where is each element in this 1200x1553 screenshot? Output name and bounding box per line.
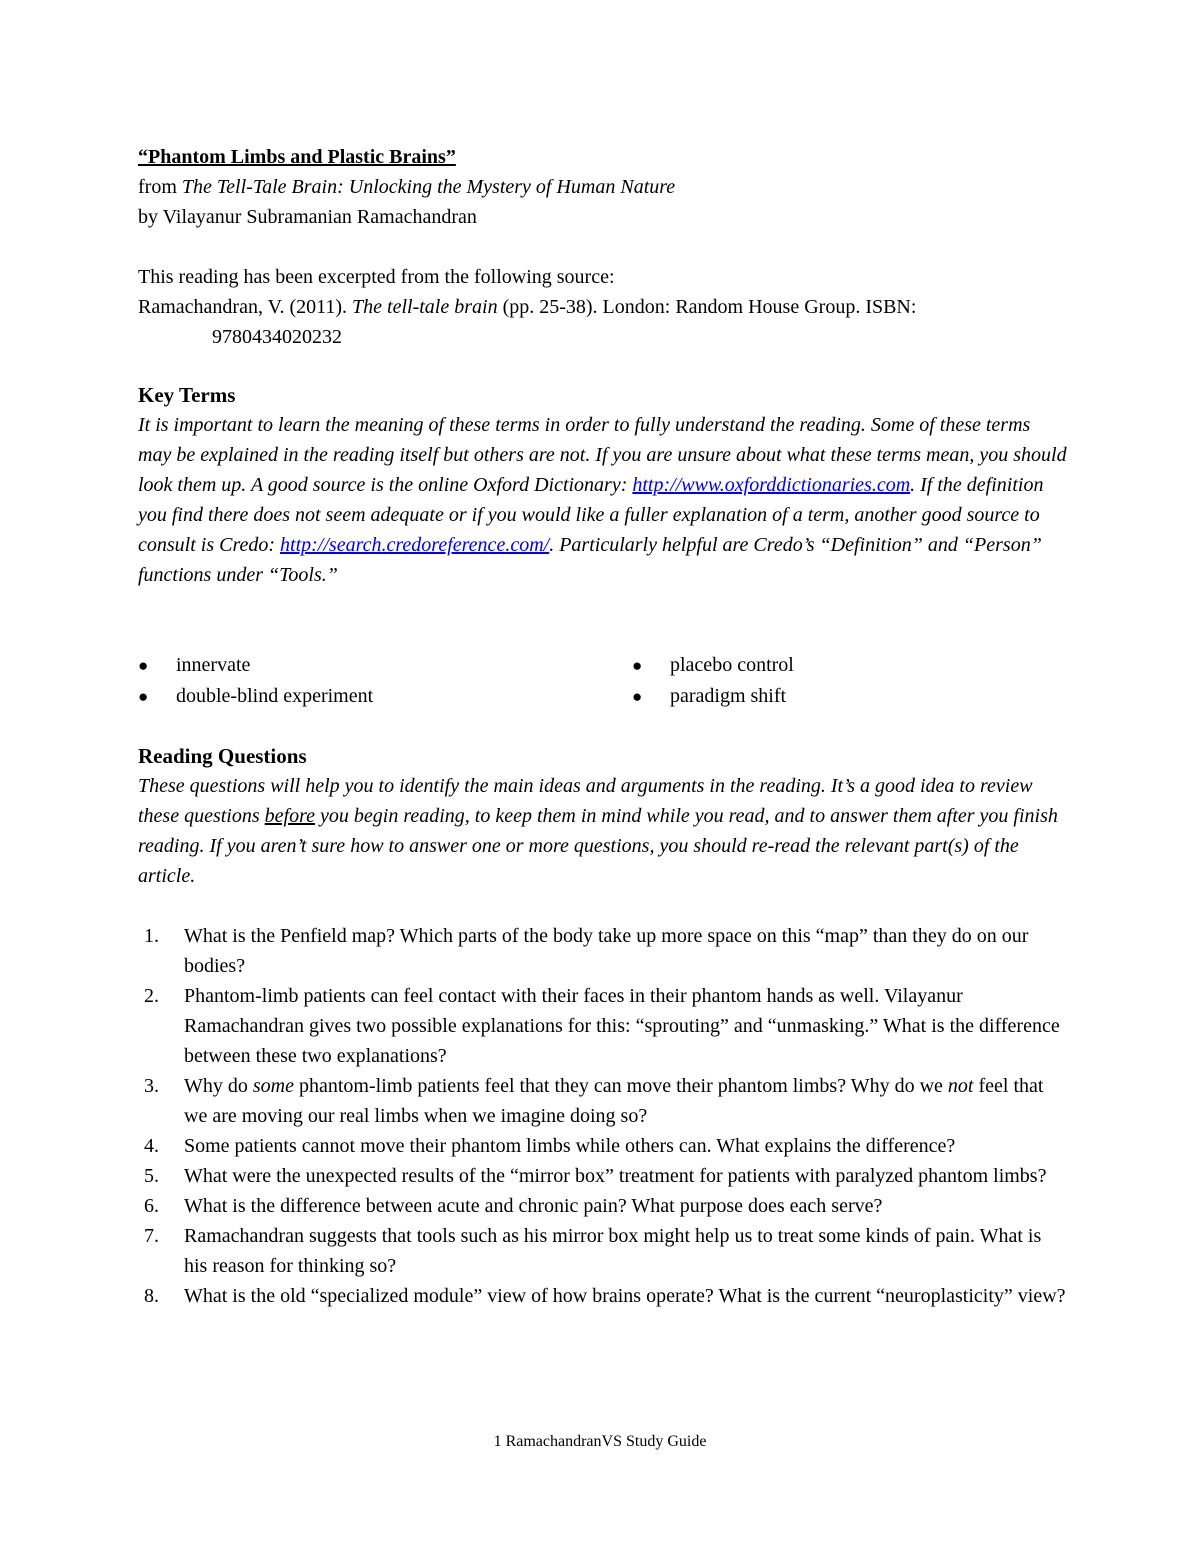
questions-list — [138, 921, 1068, 1311]
reading-questions-intro-text-2: you begin reading, to keep them in mind while you read, and to answer them after you finish reading. If you aren’t sure how to answer one or more questions, you should re-read the relevant part(s) of the article. — [138, 805, 1058, 887]
key-terms-heading: Key Terms — [138, 383, 236, 407]
from-prefix: from — [138, 176, 182, 198]
question-item — [138, 1221, 1068, 1281]
question-item — [138, 1191, 1068, 1221]
question-text: feel that we are moving our real limbs when we imagine doing so? — [184, 1075, 1044, 1127]
question-number: 1. — [144, 925, 159, 947]
key-terms-left-column — [138, 650, 373, 712]
citation — [138, 292, 1068, 352]
key-term-label: placebo control — [670, 654, 794, 676]
key-term — [632, 681, 794, 712]
reading-questions-heading: Reading Questions — [138, 744, 307, 768]
reading-questions-intro-emphasis: before — [264, 805, 316, 827]
question-emphasis: some — [252, 1075, 294, 1097]
bullet-icon: ● — [138, 656, 149, 675]
book-title: The Tell-Tale Brain: Unlocking the Mystery of Human Nature — [181, 176, 676, 198]
citation-title: The tell-tale brain — [352, 296, 498, 318]
question-number: 3. — [144, 1075, 159, 1097]
question-number: 2. — [144, 985, 159, 1007]
question-item — [138, 1281, 1068, 1311]
question-number: 4. — [144, 1135, 159, 1157]
question-number: 5. — [144, 1165, 159, 1187]
question-text: What is the difference between acute and chronic pain? What purpose does each serve? — [184, 1195, 883, 1217]
question-text: What were the unexpected results of the “mirror box” treatment for patients with paralyzed phantom limbs? — [184, 1165, 1047, 1187]
citation-author: Ramachandran, V. (2011). — [138, 296, 353, 318]
question-number: 6. — [144, 1195, 159, 1217]
source-intro: This reading has been excerpted from the following source: — [138, 266, 615, 288]
question-text: Phantom-limb patients can feel contact with their faces in their phantom hands as well. Vilayanur Ramachandran gives two possible explanations for this: “sprouting” and “unmasking.” What is the difference between these two explanations? — [184, 985, 1060, 1067]
reading-questions-intro — [138, 771, 1068, 891]
question-text: Some patients cannot move their phantom limbs while others can. What explains the difference? — [184, 1135, 956, 1157]
key-term — [632, 650, 794, 681]
question-text: What is the Penfield map? Which parts of the body take up more space on this “map” than they do on our bodies? — [184, 925, 1029, 977]
bullet-icon: ● — [632, 687, 643, 706]
key-terms-intro-text-1: It is important to learn the meaning of these terms in order to fully understand the reading. Some of these terms may be explained in the reading itself but others are not. If you are unsure about what these terms mean, you should look them up. A good source is the online Oxford Dictionary: — [138, 414, 1067, 496]
book-subtitle — [138, 172, 1068, 202]
bullet-icon: ● — [138, 687, 149, 706]
question-item — [138, 981, 1068, 1071]
key-term-label: double-blind experiment — [176, 685, 374, 707]
reading-questions-intro-text-1: These questions will help you to identify the main ideas and arguments in the reading. It’s a good idea to review these questions — [138, 775, 1033, 827]
bullet-icon: ● — [632, 656, 643, 675]
question-number: 7. — [144, 1225, 159, 1247]
key-terms-right-column — [632, 650, 794, 712]
question-item — [138, 1161, 1068, 1191]
question-item — [138, 921, 1068, 981]
question-emphasis: not — [947, 1075, 974, 1097]
key-terms-intro-text-2: . If the definition you find there does not seem adequate or if you would like a fuller explanation of a term, another good source to consult is Credo: — [138, 474, 1044, 556]
key-terms-intro-text-3: . Particularly helpful are Credo’s “Definition” and “Person” functions under “Tools.” — [138, 534, 1042, 586]
question-text: phantom-limb patients feel that they can move their phantom limbs? Why do we — [294, 1075, 948, 1097]
question-text: Ramachandran suggests that tools such as his mirror box might help us to treat some kinds of pain. What is his reason for thinking so? — [184, 1225, 1042, 1277]
author-line: by Vilayanur Subramanian Ramachandran — [138, 206, 477, 228]
key-term — [138, 650, 373, 681]
document-title: “Phantom Limbs and Plastic Brains” — [138, 146, 456, 168]
key-term — [138, 681, 373, 712]
key-term-label: innervate — [176, 654, 251, 676]
credo-reference-link[interactable]: http://search.credoreference.com/ — [280, 534, 550, 556]
question-text: What is the old “specialized module” view of how brains operate? What is the current “neuroplasticity” view? — [184, 1285, 1066, 1307]
oxford-dictionary-link[interactable]: http://www.oxforddictionaries.com — [632, 474, 911, 496]
question-item — [138, 1131, 1068, 1161]
citation-isbn: 9780434020232 — [212, 326, 342, 348]
page-footer: 1 RamachandranVS Study Guide — [493, 1433, 707, 1450]
key-term-label: paradigm shift — [670, 685, 787, 707]
key-terms-intro — [138, 410, 1068, 590]
question-item — [138, 1071, 1068, 1131]
question-text: Why do — [184, 1075, 253, 1097]
citation-details: (pp. 25-38). London: Random House Group. ISBN: — [497, 296, 917, 318]
question-number: 8. — [144, 1285, 159, 1307]
